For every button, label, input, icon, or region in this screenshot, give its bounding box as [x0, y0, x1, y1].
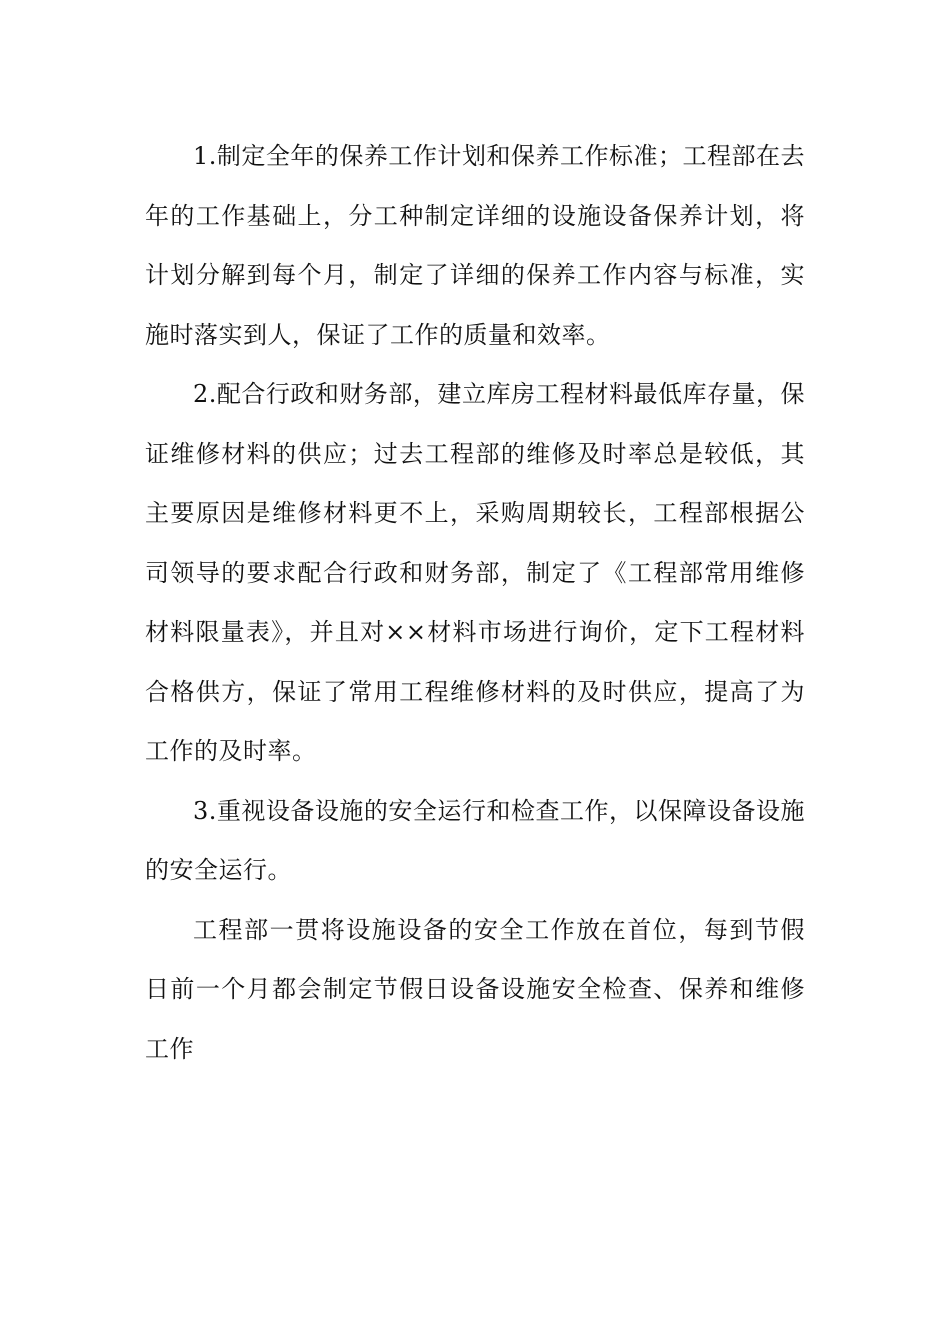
- paragraph-materials-supply: 2.配合行政和财务部，建立库房工程材料最低库存量，保证维修材料的供应；过去工程部的维修及时率总是较低，其主要原因是维修材料更不上，采购周期较长，工程部根据公司领导的要求配合行政和财务部，制定了《工程部常用维修材料限量表》，并且对××材料市场进行询价，定下工程材料合格供方，保证了常用工程维修材料的及时供应，提高了为工作的及时率。: [145, 380, 805, 765]
- document-body: [145, 127, 805, 1079]
- paragraph-maintenance-plan: 1.制定全年的保养工作计划和保养工作标准；工程部在去年的工作基础上，分工种制定详细的设施设备保养计划，将计划分解到每个月，制定了详细的保养工作内容与标准，实施时落实到人，保证了工作的质量和效率。: [145, 142, 805, 349]
- paragraph-safety-operation: 3.重视设备设施的安全运行和检查工作，以保障设备设施的安全运行。: [145, 796, 805, 884]
- paragraph-holiday-inspection: 工程部一贯将设施设备的安全工作放在首位，每到节假日前一个月都会制定节假日设备设施安全检查、保养和维修工作: [145, 915, 805, 1063]
